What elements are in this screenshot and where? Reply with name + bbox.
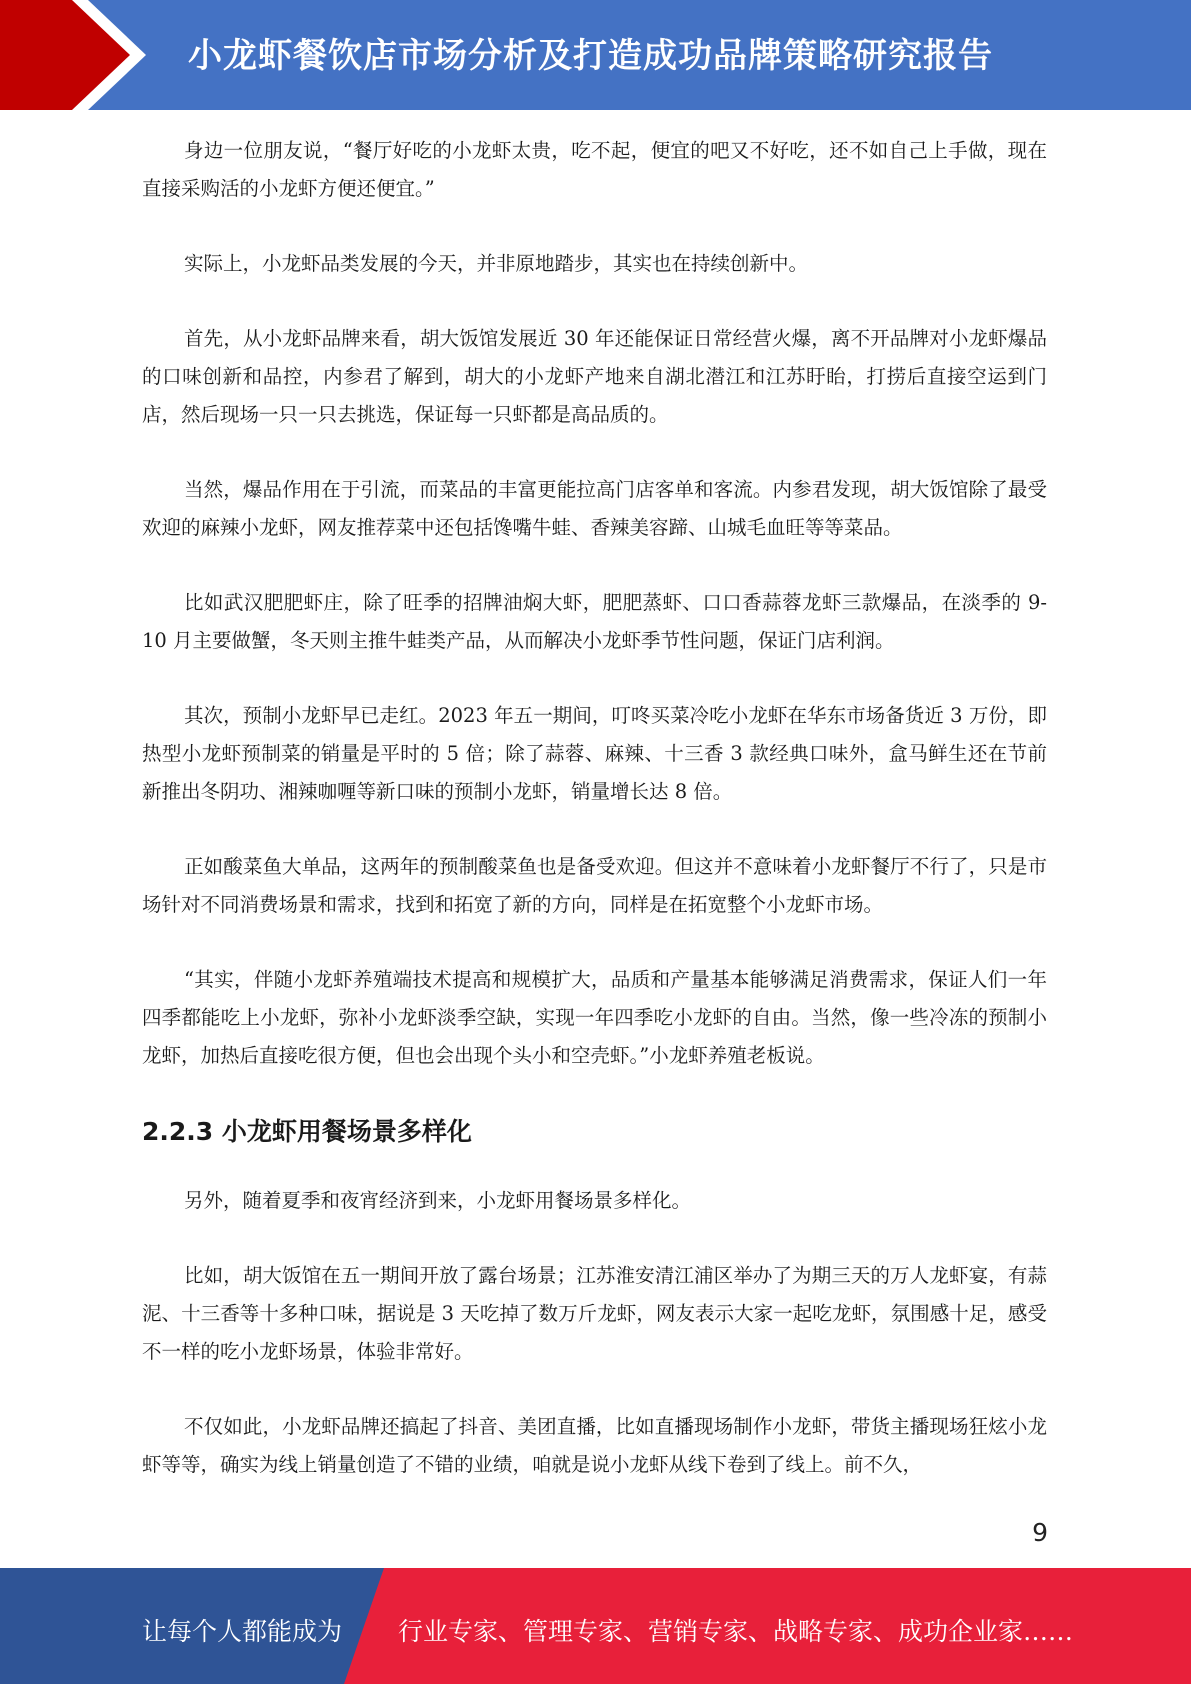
page-footer <box>0 1568 1191 1684</box>
paragraph: 正如酸菜鱼大单品，这两年的预制酸菜鱼也是备受欢迎。但这并不意味着小龙虾餐厅不行了，只是市场针对不同消费场景和需求，找到和拓宽了新的方向，同样是在拓宽整个小龙虾市场。 <box>142 855 1047 916</box>
paragraph: 实际上，小龙虾品类发展的今天，并非原地踏步，其实也在持续创新中。 <box>184 252 809 275</box>
paragraph: 当然，爆品作用在于引流，而菜品的丰富更能拉高门店客单和客流。内参君发现，胡大饭馆除了最受欢迎的麻辣小龙虾，网友推荐菜中还包括馋嘴牛蛙、香辣美容蹄、山城毛血旺等等菜品。 <box>142 478 1047 539</box>
paragraph: 另外，随着夏季和夜宵经济到来，小龙虾用餐场景多样化。 <box>184 1189 692 1212</box>
paragraph: 首先，从小龙虾品牌来看，胡大饭馆发展近 30 年还能保证日常经营火爆，离不开品牌对小龙虾爆品的口味创新和品控，内参君了解到，胡大的小龙虾产地来自湖北潜江和江苏盱眙，打捞后直接空运到门店，然后现场一只一只去挑选，保证每一只虾都是高品质的。 <box>142 327 1047 426</box>
document-body <box>142 132 1047 1521</box>
footer-slogan-left: 让每个人都能成为 <box>142 1617 343 1646</box>
paragraph: 不仅如此，小龙虾品牌还搞起了抖音、美团直播，比如直播现场制作小龙虾，带货主播现场狂炫小龙虾等等，确实为线上销量创造了不错的业绩，咱就是说小龙虾从线下卷到了线上。前不久， <box>142 1415 1047 1476</box>
section-heading: 2.2.3 小龙虾用餐场景多样化 <box>142 1117 472 1146</box>
page-number: 9 <box>1032 1518 1048 1547</box>
paragraph: 其次，预制小龙虾早已走红。2023 年五一期间，叮咚买菜冷吃小龙虾在华东市场备货近 3 万份，即热型小龙虾预制菜的销量是平时的 5 倍；除了蒜蓉、麻辣、十三香 3 款经典口味外，盒马鲜生还在节前新推出冬阴功、湘辣咖喱等新口味的预制小龙虾，销量增长达 8 倍。 <box>142 704 1047 803</box>
page-header <box>0 0 1191 110</box>
report-title: 小龙虾餐饮店市场分析及打造成功品牌策略研究报告 <box>188 36 993 76</box>
paragraph: 身边一位朋友说，“餐厅好吃的小龙虾太贵，吃不起，便宜的吧又不好吃，还不如自己上手做，现在直接采购活的小龙虾方便还便宜。” <box>142 139 1047 200</box>
paragraph: 比如，胡大饭馆在五一期间开放了露台场景；江苏淮安清江浦区举办了为期三天的万人龙虾宴，有蒜泥、十三香等十多种口味，据说是 3 天吃掉了数万斤龙虾，网友表示大家一起吃龙虾，氛围感十足，感受不一样的吃小龙虾场景，体验非常好。 <box>142 1264 1047 1363</box>
footer-slogan-right: 行业专家、管理专家、营销专家、战略专家、成功企业家…… <box>398 1617 1074 1646</box>
paragraph: 比如武汉肥肥虾庄，除了旺季的招牌油焖大虾，肥肥蒸虾、口口香蒜蓉龙虾三款爆品，在淡季的 9-10 月主要做蟹，冬天则主推牛蛙类产品，从而解决小龙虾季节性问题，保证门店利润。 <box>142 591 1047 652</box>
paragraph: “其实，伴随小龙虾养殖端技术提高和规模扩大，品质和产量基本能够满足消费需求，保证人们一年四季都能吃上小龙虾，弥补小龙虾淡季空缺，实现一年四季吃小龙虾的自由。当然，像一些冷冻的预制小龙虾，加热后直接吃很方便，但也会出现个头小和空壳虾。”小龙虾养殖老板说。 <box>142 968 1047 1067</box>
